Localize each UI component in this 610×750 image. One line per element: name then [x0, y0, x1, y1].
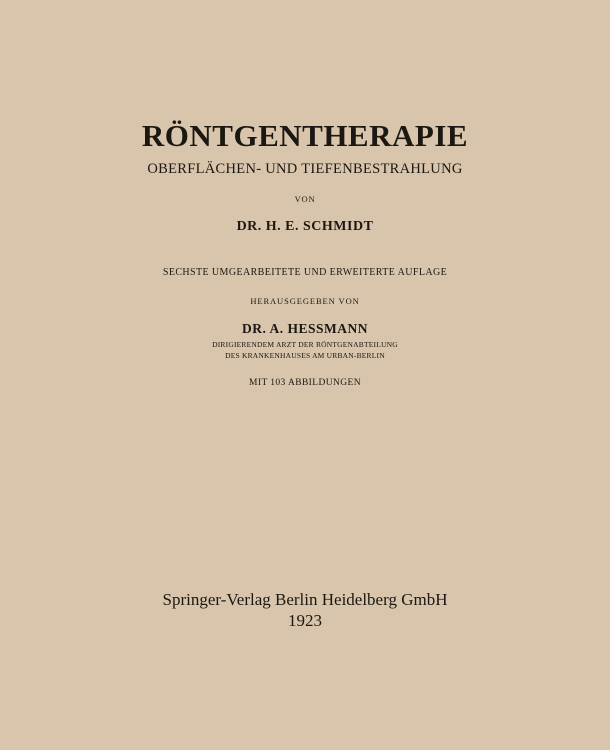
editor-name: DR. A. HESSMANN	[241, 321, 368, 336]
publication-year: 1923	[288, 611, 322, 630]
editor-label: HERAUSGEGEBEN VON	[250, 296, 360, 306]
author-name: DR. H. E. SCHMIDT	[236, 219, 374, 234]
editor-affiliation-line-2: DES KRANKENHAUSES AM URBAN-BERLIN	[225, 351, 385, 360]
book-subtitle: OBERFLÄCHEN- UND TIEFENBESTRAHLUNG	[147, 161, 463, 177]
figures-count: MIT 103 ABBILDUNGEN	[249, 378, 361, 388]
book-title: RÖNTGENTHERAPIE	[141, 118, 469, 153]
publisher-name: Springer-Verlag Berlin Heidelberg GmbH	[162, 590, 448, 609]
edition-statement: SECHSTE UMGEARBEITETE UND ERWEITERTE AUFLAGE	[162, 267, 448, 278]
by-label: VON	[294, 194, 316, 204]
editor-affiliation-line-1: DIRIGIERENDEM ARZT DER RÖNTGENABTEILUNG	[212, 340, 398, 349]
